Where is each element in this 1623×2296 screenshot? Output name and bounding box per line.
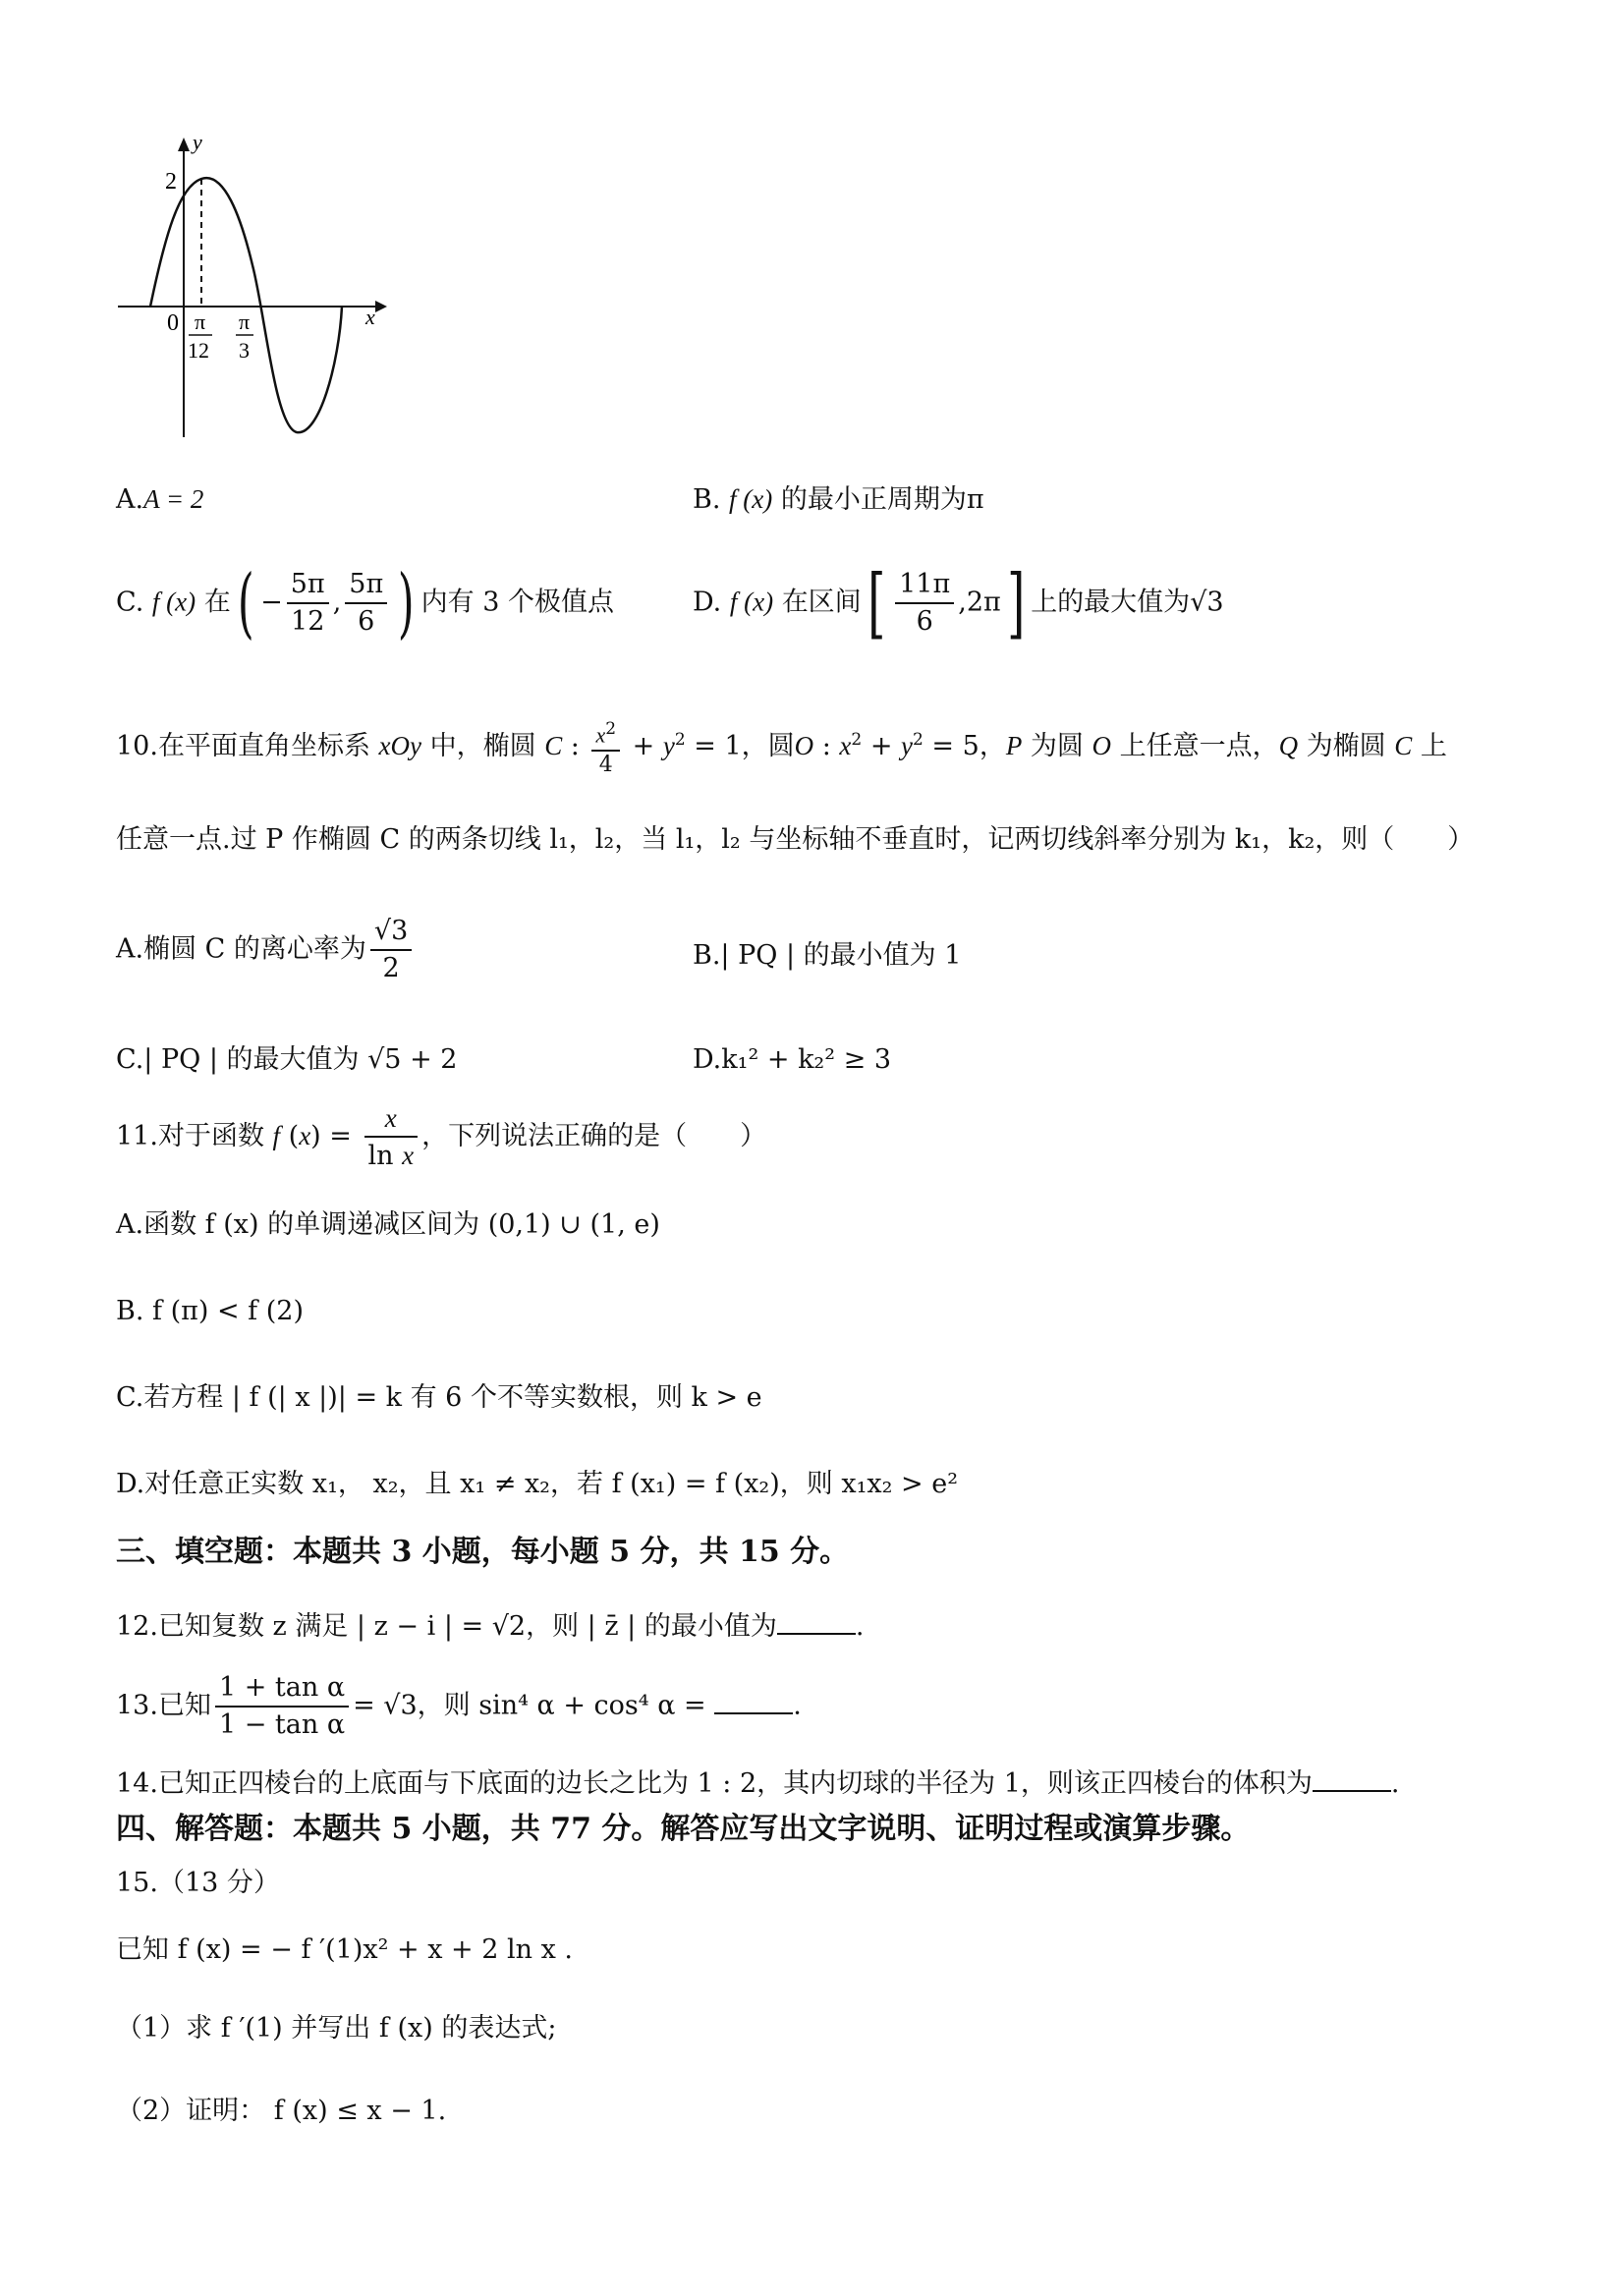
q10-stem-line2: 任意一点.过 P 作椭圆 C 的两条切线 l₁，l₂，当 l₁，l₂ 与坐标轴不垂直时，记两切线斜率分别为 k₁，k₂，则（ ） xyxy=(116,824,1475,855)
y-label: y xyxy=(193,130,202,154)
tick2-den: 3 xyxy=(239,338,250,363)
q15-part2: （2）证明： f (x) ≤ x − 1. xyxy=(116,2096,447,2126)
q12: 12.已知复数 z 满足 | z − i | = √2，则 | z̄ | 的最小值为 . xyxy=(116,1607,864,1644)
q9-option-d: D. f (x) 在区间[ $\frac{11\pi}{6}$ ,2π] 上的最大值为√3 xyxy=(693,559,1224,647)
q15-stem: 已知 f (x) = − f ′(1)x² + x + 2 ln x . xyxy=(116,1934,574,1965)
x-axis-arrow xyxy=(375,301,387,312)
section-4-heading: 四、解答题：本题共 5 小题，共 77 分。解答应写出文字说明、证明过程或演算步骤。 xyxy=(116,1812,1251,1846)
q15-title: 15.（13 分） xyxy=(116,1868,280,1898)
y-axis-arrow xyxy=(178,138,190,151)
q9-option-b: B. f (x) 的最小正周期为π xyxy=(693,484,984,515)
q10-stem-line1: 10.在平面直角坐标系 xOy 中，椭圆 C : $\frac{x^2}{4}$ + $y^2 = 1$，圆O : $x^2 + y^2 = 5$，P 为圆 O 上任意一点，Q 为椭圆 C 上 xyxy=(116,715,1447,779)
sine-curve xyxy=(150,178,342,432)
q11-option-c: C.若方程 | f (| x |)| = k 有 6 个不等实数根，则 k > e xyxy=(116,1382,762,1413)
tick1-den: 12 xyxy=(188,338,209,363)
q10-option-b: B.| PQ | 的最小值为 1 xyxy=(693,940,962,971)
q14: 14.已知正四棱台的上底面与下底面的边长之比为 1 : 2，其内切球的半径为 1，则该正四棱台的体积为 . xyxy=(116,1764,1400,1801)
section-3-heading: 三、填空题：本题共 3 小题，每小题 5 分，共 15 分。 xyxy=(116,1535,850,1569)
tick2-num: π xyxy=(239,309,251,334)
q9-option-c: C. f (x) 在( − $\frac{5\pi}{12}$ , $\frac{5\pi}{6}$ ) 内有 3 个极值点 xyxy=(116,559,614,647)
q15-part1: （1）求 f ′(1) 并写出 f (x) 的表达式; xyxy=(116,2013,557,2044)
x-label: x xyxy=(365,305,375,329)
q9-option-a: A.A = 2 xyxy=(116,484,204,515)
q11-stem: 11.对于函数 f (x) = $\frac{x}{\text{ln x}}$ ，下列说法正确的是（ ） xyxy=(116,1100,766,1174)
q11-option-a: A.函数 f (x) 的单调递减区间为 (0,1) ∪ (1, e) xyxy=(116,1209,660,1240)
q10-option-a: A.椭圆 C 的离心率为 $\frac{√3}{2}$ xyxy=(116,914,416,986)
q13: 13.已知 $\frac{\text{1 + tan α}}{\text{1 − tan α}}$ = √3，则 sin⁴ α + cos⁴ α = . xyxy=(116,1672,802,1740)
q11-option-b: B. f (π) < f (2) xyxy=(116,1296,305,1326)
tick1-num: π xyxy=(195,309,206,334)
peak-label: 2 xyxy=(165,169,177,195)
sine-graph xyxy=(108,128,403,447)
origin-label: 0 xyxy=(167,310,179,336)
q10-option-d: D.k₁² + k₂² ≥ 3 xyxy=(693,1044,892,1075)
q10-option-c: C.| PQ | 的最大值为 √5 + 2 xyxy=(116,1044,458,1075)
q11-option-d: D.对任意正实数 x₁， x₂，且 x₁ ≠ x₂，若 f (x₁) = f (x₂)，则 x₁x₂ > e² xyxy=(116,1469,959,1499)
